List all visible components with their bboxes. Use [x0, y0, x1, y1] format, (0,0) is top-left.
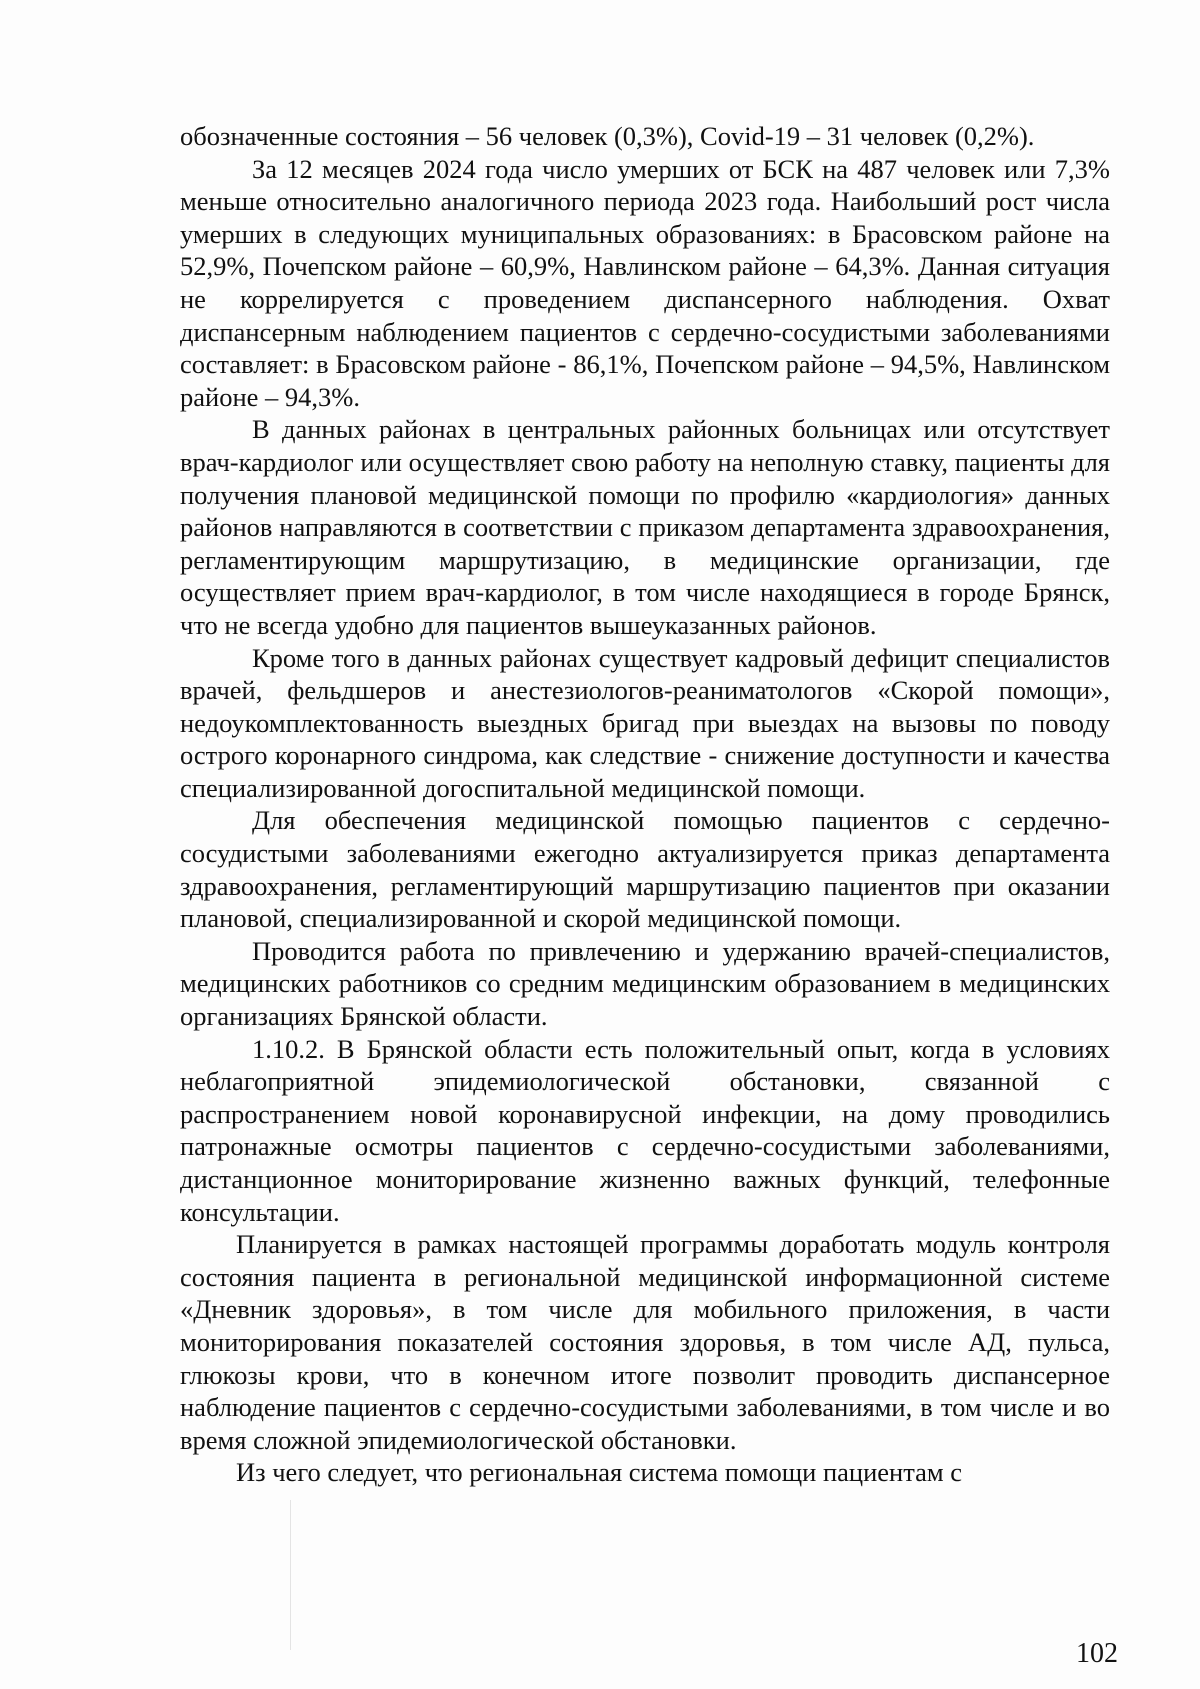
paragraph-staff-retention: Проводится работа по привлечению и удержанию врачей-специалистов, медицинских работников со средним медицинским образованием в медицинских организациях Брянской области. [180, 935, 1110, 1032]
paragraph-staff-deficit: Кроме того в данных районах существует кадровый дефицит специалистов врачей, фельдшеров и анестезиологов-реаниматологов «Скорой помощи», недоукомплектованность выездных бригад при выездах на вызовы по поводу острого коронарного синдрома, как следствие - снижение доступности и качества специализированной догоспитальной медицинской помощи. [180, 642, 1110, 803]
paragraph-routing-order: Для обеспечения медицинской помощью пациентов с сердечно-сосудистыми заболеваниями ежегодно актуализируется приказ департамента здравоохранения, регламентирующий маршрутизацию пациентов при оказании плановой, специализированной и скорой медицинской помощи. [180, 805, 1110, 934]
paragraph-continuation: обозначенные состояния – 56 человек (0,3%), Covid-19 – 31 человек (0,2%). [180, 121, 1035, 151]
paragraph-mortality-stats: За 12 месяцев 2024 года число умерших от БСК на 487 человек или 7,3% меньше относительно аналогичного периода 2023 года. Наибольший рост числа умерших в следующих муниципальных образованиях: в Брасовском районе на 52,9%, Почепском районе – 60,9%, Навлинском районе – 64,3%. Данная ситуация не коррелируется с проведением диспансерного наблюдения. Охват диспансерным наблюдением пациентов с сердечно-сосудистыми заболеваниями составляет: в Брасовском районе - 86,1%, Почепском районе – 94,5%, Навлинском районе – 94,3%. [180, 153, 1110, 412]
paragraph-cardiologist-absence: В данных районах в центральных районных больницах или отсутствует врач-кардиолог или осуществляет свою работу на неполную ставку, пациенты для получения плановой медицинской помощи по профилю «кардиология» данных районов направляются в соответствии с приказом департамента здравоохранения, регламентирующим маршрутизацию, в медицинские организации, где осуществляет прием врач-кардиолог, в том числе находящиеся в городе Брянск, что не всегда удобно для пациентов вышеуказанных районов. [180, 414, 1110, 640]
page-number: 102 [1076, 1638, 1118, 1669]
paragraph-section-1-10-2: 1.10.2. В Брянской области есть положительный опыт, когда в условиях неблагоприятной эпидемиологической обстановки, связанной с распространением новой коронавирусной инфекции, на дому проводились патронажные осмотры пациентов с сердечно-сосудистыми заболеваниями, дистанционное мониторирование жизненно важных функций, телефонные консультации. [180, 1033, 1110, 1227]
paragraph-conclusion: Из чего следует, что региональная система помощи пациентам с [236, 1457, 963, 1488]
scan-artifact-line [290, 1500, 291, 1650]
document-body [180, 120, 1110, 1489]
paragraph-health-diary: Планируется в рамках настоящей программы доработать модуль контроля состояния пациента в региональной медицинской информационной системе «Дневник здоровья», в том числе для мобильного приложения, в части мониторирования показателей состояния здоровья, в том числе АД, пульса, глюкозы крови, что в конечном итоге позволит проводить диспансерное наблюдение пациентов с сердечно-сосудистыми заболеваниями, в том числе и во время сложной эпидемиологической обстановки. [180, 1229, 1110, 1455]
